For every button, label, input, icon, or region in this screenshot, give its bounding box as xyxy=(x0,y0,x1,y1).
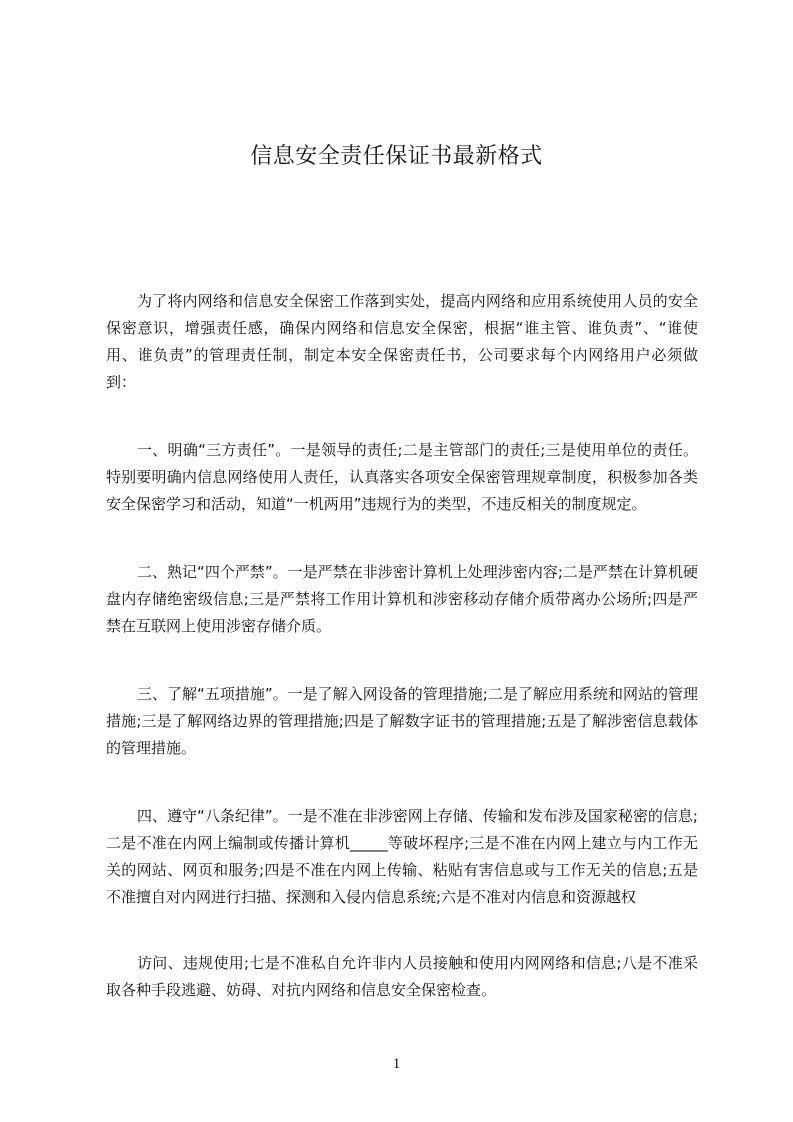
document-body xyxy=(106,288,698,1045)
intro-paragraph: 为了将内网络和信息安全保密工作落到实处，提高内网络和应用系统使用人员的安全保密意识，增强责任感，确保内网络和信息安全保密，根据“谁主管、谁负责”、“谁使用、谁负责”的管理责任制，制定本安全保密责任书，公司要求每个内网络用户必须做到： xyxy=(106,292,698,391)
page-number: 1 xyxy=(392,1056,401,1072)
section-one-paragraph: 一、明确“三方责任”。一是领导的责任;二是主管部门的责任;三是使用单位的责任。特别要明确内信息网络使用人责任，认真落实各项安全保密管理规章制度，积极参加各类安全保密学习和活动，知道“一机两用”违规行为的类型，不违反相关的制度规定。 xyxy=(106,441,698,513)
document-title: 信息安全责任保证书最新格式 xyxy=(250,144,543,169)
section-two-paragraph: 二、熟记“四个严禁”。一是严禁在非涉密计算机上处理涉密内容;二是严禁在计算机硬盘内存储绝密级信息;三是严禁将工作用计算机和涉密移动存储介质带离办公场所;四是严禁在互联网上使用涉密存储介质。 xyxy=(106,563,698,635)
continuation-paragraph: 访问、违规使用;七是不准私自允许非内人员接触和使用内网网络和信息;八是不准采取各种手段逃避、妨碍、对抗内网络和信息安全保密检查。 xyxy=(106,954,698,999)
section-three-paragraph: 三、了解“五项措施”。一是了解入网设备的管理措施;二是了解应用系统和网站的管理措施;三是了解网络边界的管理措施;四是了解数字证书的管理措施;五是了解涉密信息载体的管理措施。 xyxy=(106,685,698,757)
section-four-paragraph: 四、遵守“八条纪律”。一是不准在非涉密网上存储、传输和发布涉及国家秘密的信息;二是不准在内网上编制或传播计算机_____等破坏程序;三是不准在内网上建立与内工作无关的网站、网页和服务;四是不准在内网上传输、粘贴有害信息或与工作无关的信息;五是不准擅自对内网进行扫描、探测和入侵内信息系统;六是不准对内信息和资源越权 xyxy=(106,807,698,906)
